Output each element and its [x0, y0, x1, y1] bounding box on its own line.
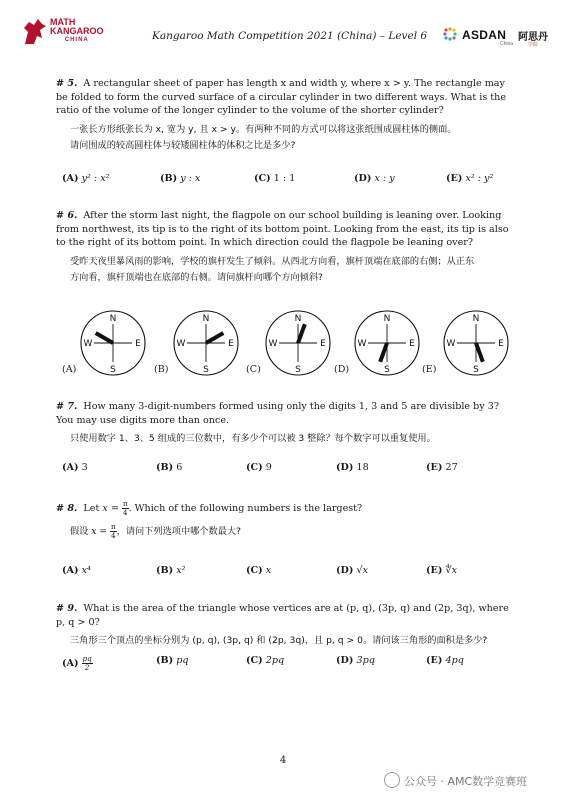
- cn-pre: 假设: [70, 526, 89, 537]
- asdan-brand: ASDAN: [462, 28, 507, 42]
- q9-option-a[interactable]: (A) $\frac{pq}{2}$: [62, 655, 92, 672]
- q8-option-d[interactable]: (D) √x: [336, 565, 368, 576]
- q8-eq: =: [110, 503, 119, 514]
- cn-line-2: 方向看，旗杆顶端也在底部的右侧。请问旗杆向哪个方向倾斜?: [70, 271, 323, 283]
- question-8: [56, 500, 518, 540]
- flagpole: [96, 333, 113, 343]
- question-text: A rectangular sheet of paper has length x and width y, where x > y. The rectangle may be folded to form the curved surface of a circular cylinder in two different ways. What is the ratio of the volume of the longer cylinder to the volume of the shorter cylinder?: [56, 78, 507, 117]
- q7-option-c[interactable]: (C) 9: [246, 462, 272, 473]
- page-header: [0, 0, 566, 60]
- q6-option-e-compass[interactable]: [441, 308, 511, 378]
- compass-e: E: [409, 339, 415, 349]
- flagpole: [206, 333, 223, 343]
- compass-w: W: [357, 339, 367, 349]
- question-5: [56, 77, 518, 154]
- cn-line-1: 受昨天夜里暴风雨的影响，学校的旗杆发生了倾斜。从西北方向看，旗杆顶端在底部的右侧；从正东: [70, 255, 475, 267]
- cn-post: ，请问下列选项中哪个数最大?: [116, 526, 241, 537]
- flagpole: [380, 343, 387, 362]
- q8-option-e[interactable]: (E) ∜x: [426, 565, 457, 576]
- question-number: # 6.: [56, 210, 78, 221]
- compass-n: N: [294, 314, 302, 324]
- cn-line-2: 请问围成的较高圆柱体与较矮圆柱体的体积之比是多少?: [70, 139, 296, 151]
- question-9: [56, 602, 518, 649]
- q8-fraction: $\frac{\pi}{4}$: [122, 500, 128, 517]
- asdan-sub2: 学院: [528, 42, 539, 48]
- question-7: [56, 400, 518, 447]
- q9-options: [62, 655, 532, 679]
- question-number: # 7.: [56, 401, 78, 412]
- q5-options: [62, 173, 532, 187]
- logo-line2: KANGAROO: [50, 26, 104, 36]
- q6-option-d: (D): [334, 364, 350, 375]
- compass-w: W: [268, 339, 278, 349]
- wechat-icon: [384, 772, 400, 788]
- q5-option-a[interactable]: (A) y² : x²: [62, 173, 110, 184]
- question-text-cn: [56, 122, 518, 154]
- q6-option-c-compass[interactable]: [263, 308, 333, 378]
- q8-option-a[interactable]: (A) x⁴: [62, 565, 91, 576]
- q6-option-a-compass[interactable]: [78, 308, 148, 378]
- q5-option-e[interactable]: (E) x² : y²: [446, 173, 494, 184]
- q6-compass-options: [62, 308, 532, 380]
- question-number: # 9.: [56, 603, 78, 614]
- q7-option-d[interactable]: (D) 18: [336, 462, 369, 473]
- compass-icon: [78, 308, 148, 378]
- q6-option-c: (C): [246, 364, 261, 375]
- q6-option-e: (E): [422, 364, 437, 375]
- asdan-dots-icon: [442, 26, 458, 42]
- q5-option-d[interactable]: (D) x : y: [354, 173, 395, 184]
- question-text-cn: 假设 x = $\frac{\pi}{4}$ ，请问下列选项中哪个数最大?: [70, 523, 241, 540]
- logo-text: [50, 18, 104, 45]
- q8-option-c[interactable]: (C) x: [246, 565, 272, 576]
- compass-n: N: [383, 314, 391, 324]
- q5-option-c[interactable]: (C) 1 : 1: [254, 173, 296, 184]
- question-text-cn: [56, 633, 518, 649]
- compass-e: E: [320, 339, 326, 349]
- q9-option-b[interactable]: (B) pq: [156, 655, 189, 666]
- question-text-cn: [56, 254, 518, 286]
- compass-s: S: [295, 365, 301, 375]
- question-number: # 8.: [56, 503, 78, 514]
- compass-icon: [171, 308, 241, 378]
- q9-option-e[interactable]: (E) 4pq: [426, 655, 464, 666]
- compass-e: E: [135, 339, 141, 349]
- asdan-sub: China: [500, 41, 514, 47]
- q9-option-c[interactable]: (C) 2pq: [246, 655, 285, 666]
- compass-w: W: [176, 339, 186, 349]
- question-number: # 5.: [56, 78, 78, 89]
- question-text-cn: [56, 431, 518, 447]
- flagpole: [298, 324, 305, 343]
- compass-w: W: [83, 339, 93, 349]
- compass-s: S: [384, 365, 390, 375]
- compass-n: N: [472, 314, 480, 324]
- q8-var: x: [102, 503, 108, 514]
- compass-w: W: [446, 339, 456, 349]
- compass-icon: [441, 308, 511, 378]
- flagpole: [476, 343, 483, 362]
- compass-icon: [352, 308, 422, 378]
- q7-option-e[interactable]: (E) 27: [426, 462, 458, 473]
- page-number: 4: [279, 755, 287, 766]
- q6-option-b: (B): [154, 364, 169, 375]
- watermark: [384, 772, 527, 789]
- compass-n: N: [109, 314, 117, 324]
- compass-s: S: [473, 365, 479, 375]
- compass-icon: [263, 308, 333, 378]
- asdan-brand-cn: 阿思丹: [518, 32, 548, 43]
- q9-option-d[interactable]: (D) 3pq: [336, 655, 375, 666]
- q6-option-b-compass[interactable]: [171, 308, 241, 378]
- cn-line-1: 三角形三个顶点的坐标分别为 (p, q), (3p, q) 和 (2p, 3q)，且 p, q > 0。请问该三角形的面积是多少?: [70, 635, 488, 647]
- kangaroo-logo-icon: [22, 16, 48, 46]
- math-kangaroo-logo: [22, 14, 142, 50]
- compass-e: E: [228, 339, 234, 349]
- question-6: [56, 209, 518, 286]
- question-text: What is the area of the triangle whose vertices are at (p, q), (3p, q) and (2p, 3q), where p, q > 0?: [56, 603, 509, 628]
- question-text: How many 3-digit-numbers formed using only the digits 1, 3 and 5 are divisible by 3? You may use digits more than once.: [56, 401, 500, 426]
- logo-line1: MATH: [50, 17, 76, 27]
- asdan-logo: [442, 26, 552, 48]
- q8-option-b[interactable]: (B) x²: [156, 565, 186, 576]
- cn-line-1: 只使用数字 1、3、5 组成的三位数中，有多少个可以被 3 整除？每个数字可以重复使用。: [70, 433, 436, 445]
- logo-line3: CHINA: [64, 37, 89, 43]
- q7-option-b[interactable]: (B) 6: [156, 462, 183, 473]
- q7-option-a[interactable]: (A) 3: [62, 462, 88, 473]
- q8-text-post: . Which of the following numbers is the largest?: [128, 503, 363, 514]
- compass-e: E: [498, 339, 504, 349]
- q6-option-d-compass[interactable]: [352, 308, 422, 378]
- compass-s: S: [110, 365, 116, 375]
- q8-text-pre: Let: [83, 503, 100, 514]
- question-text: After the storm last night, the flagpole on our school building is leaning over. Looking from northwest, its tip is to the right of its bottom point. Looking from the east, its tip is also to the right of its bottom point. In which direction could the flagpole be leaning over?: [56, 210, 509, 249]
- cn-line-1: 一张长方形纸张长为 x, 宽为 y, 且 x > y。有两种不同的方式可以将这张纸围成圆柱体的侧面。: [70, 123, 457, 135]
- header-title: Kangaroo Math Competition 2021 (China) – Level 6: [152, 30, 428, 42]
- q7-options: [62, 462, 532, 476]
- q5-option-b[interactable]: (B) y : x: [160, 173, 201, 184]
- compass-s: S: [203, 365, 209, 375]
- watermark-text: 公众号 · AMC数学竞赛班: [404, 775, 528, 788]
- q8-options: [62, 565, 532, 579]
- q6-option-a: (A): [62, 364, 77, 375]
- compass-n: N: [202, 314, 210, 324]
